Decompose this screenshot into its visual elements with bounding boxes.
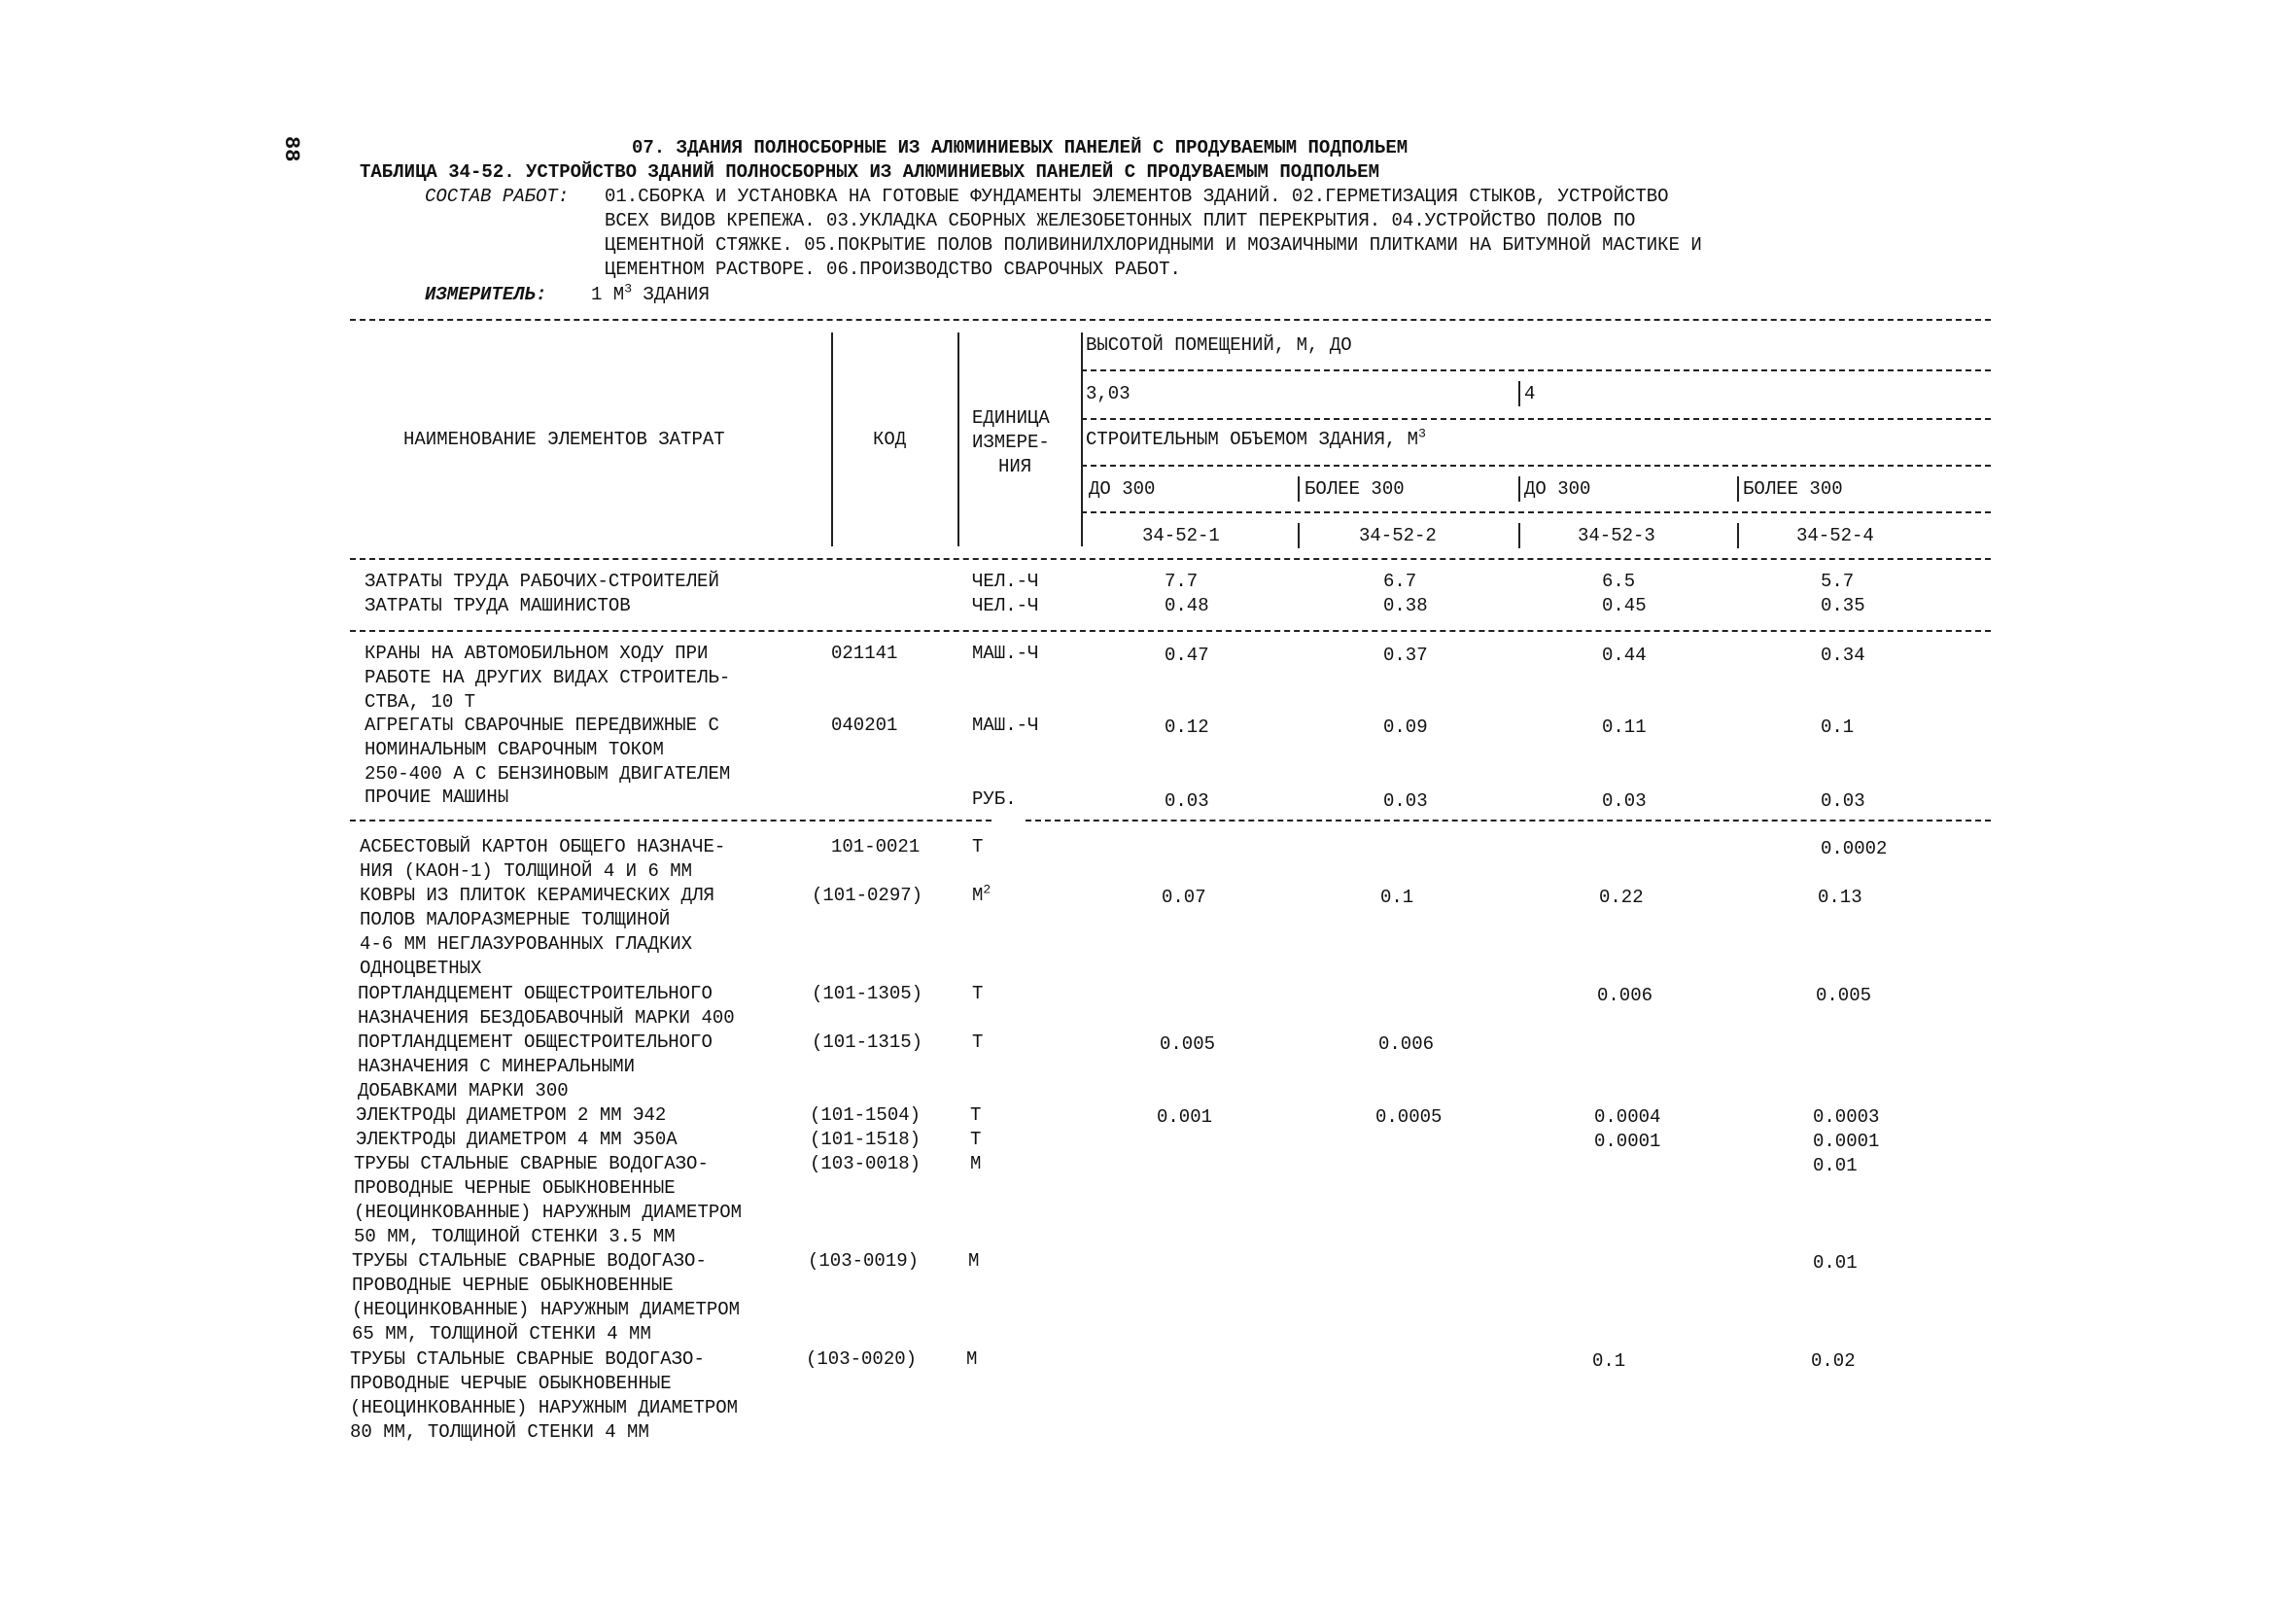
- row-code: (101-1315): [812, 1031, 923, 1053]
- row-value: 7.7: [1165, 571, 1199, 592]
- row-code: (103-0018): [810, 1153, 922, 1174]
- header-rule-3: [1081, 465, 1991, 467]
- header-height-label: ВЫСОТОЙ ПОМЕЩЕНИЙ, М, ДО: [1086, 334, 1352, 356]
- row-value: 0.37: [1383, 645, 1428, 666]
- row-value: 0.13: [1818, 887, 1862, 908]
- row-value: 0.11: [1602, 717, 1647, 738]
- row-unit: $М^2$: [972, 882, 991, 906]
- row-name: ЭЛЕКТРОДЫ ДИАМЕТРОМ 2 ММ Э42: [356, 1104, 667, 1126]
- row-value: 0.47: [1165, 645, 1209, 666]
- header-height-separator: [1518, 381, 1520, 406]
- row-value: 0.006: [1378, 1033, 1435, 1055]
- header-height-1: 3,03: [1086, 383, 1131, 404]
- row-value: 6.5: [1602, 571, 1636, 592]
- section-rule-2b: [1026, 820, 1991, 821]
- header-name-col: НАИМЕНОВАНИЕ ЭЛЕМЕНТОВ ЗАТРАТ: [403, 429, 725, 450]
- works-line-4: ЦЕМЕНТНОМ РАСТВОРЕ. 06.ПРОИЗВОДСТВО СВАРОЧНЫХ РАБОТ.: [605, 259, 1181, 280]
- row-value: 0.005: [1160, 1033, 1216, 1055]
- row-value: 0.03: [1383, 790, 1428, 812]
- works-line-3: ЦЕМЕНТНОЙ СТЯЖКЕ. 05.ПОКРЫТИЕ ПОЛОВ ПОЛИВИНИЛХЛОРИДНЫМИ И МОЗАИЧНЫМИ ПЛИТКАМИ НА БИТУМНОЙ МАСТИКЕ И: [605, 234, 1702, 256]
- row-value: 0.03: [1165, 790, 1209, 812]
- header-bottom-rule: [350, 558, 1991, 560]
- row-name: КРАНЫ НА АВТОМОБИЛЬНОМ ХОДУ ПРИ РАБОТЕ НА ДРУГИХ ВИДАХ СТРОИТЕЛЬ- СТВА, 10 Т: [365, 643, 731, 713]
- row-unit: Т: [970, 1104, 982, 1126]
- row-unit: М: [970, 1153, 982, 1174]
- row-value: 0.006: [1597, 985, 1653, 1006]
- row-value: 0.02: [1811, 1350, 1856, 1372]
- section-rule-1: [350, 630, 1991, 632]
- row-value: 6.7: [1383, 571, 1417, 592]
- row-code: (101-1305): [812, 983, 923, 1004]
- row-unit: Т: [972, 1031, 984, 1053]
- row-code: 021141: [831, 643, 898, 664]
- measure-value: 1 $М^3$ ЗДАНИЯ: [591, 281, 710, 305]
- row-unit: МАШ.-Ч: [972, 715, 1039, 736]
- row-unit: М: [966, 1348, 978, 1370]
- row-code: (101-1504): [810, 1104, 922, 1126]
- row-value: 0.03: [1602, 790, 1647, 812]
- works-line-1: 01.СБОРКА И УСТАНОВКА НА ГОТОВЫЕ ФУНДАМЕНТЫ ЭЛЕМЕНТОВ ЗДАНИЙ. 02.ГЕРМЕТИЗАЦИЯ СТЫКОВ, УСТРОЙСТВО: [605, 186, 1669, 207]
- row-name: ТРУБЫ СТАЛЬНЫЕ СВАРНЫЕ ВОДОГАЗО- ПРОВОДНЫЕ ЧЕРЧЫЕ ОБЫКНОВЕННЫЕ (НЕОЦИНКОВАННЫЕ) НАРУЖНЫМ ДИАМЕТРОМ 80 ММ, ТОЛЩИНОЙ СТЕНКИ 4 ММ: [350, 1348, 739, 1443]
- measure-label: ИЗМЕРИТЕЛЬ:: [425, 284, 547, 305]
- row-value: 0.34: [1821, 645, 1865, 666]
- row-name: АГРЕГАТЫ СВАРОЧНЫЕ ПЕРЕДВИЖНЫЕ С НОМИНАЛЬНЫМ СВАРОЧНЫМ ТОКОМ 250-400 А С БЕНЗИНОВЫМ ДВИГАТЕЛЕМ: [365, 715, 731, 785]
- header-vol-sep-2: [1518, 476, 1520, 502]
- row-value: 0.1: [1380, 887, 1414, 908]
- header-vol-a: ДО 300: [1089, 478, 1156, 500]
- row-value: 0.07: [1162, 887, 1206, 908]
- header-unit-col-3: НИЯ: [998, 456, 1032, 477]
- row-value: 0.0005: [1375, 1106, 1443, 1128]
- header-code-col: КОД: [873, 429, 907, 450]
- row-name: ЭЛЕКТРОДЫ ДИАМЕТРОМ 4 ММ Э50А: [356, 1129, 678, 1150]
- section-title: 07. ЗДАНИЯ ПОЛНОСБОРНЫЕ ИЗ АЛЮМИНИЕВЫХ ПАНЕЛЕЙ С ПРОДУВАЕМЫМ ПОДПОЛЬЕМ: [632, 137, 1409, 158]
- header-rule-4: [1081, 511, 1991, 513]
- row-value: 0.38: [1383, 595, 1428, 616]
- row-name: ЗАТРАТЫ ТРУДА РАБОЧИХ-СТРОИТЕЛЕЙ: [365, 571, 719, 592]
- row-value: 0.001: [1157, 1106, 1213, 1128]
- row-value: 0.22: [1599, 887, 1644, 908]
- row-name: ПОРТЛАНДЦЕМЕНТ ОБЩЕСТРОИТЕЛЬНОГО НАЗНАЧЕНИЯ С МИНЕРАЛЬНЫМИ ДОБАВКАМИ МАРКИ 300: [358, 1031, 713, 1101]
- row-code: (101-1518): [810, 1129, 922, 1150]
- works-label: СОСТАВ РАБОТ:: [425, 186, 570, 207]
- row-name: АСБЕСТОВЫЙ КАРТОН ОБЩЕГО НАЗНАЧЕ- НИЯ (КАОН-1) ТОЛЩИНОЙ 4 И 6 ММ: [360, 836, 726, 882]
- row-unit: Т: [970, 1129, 982, 1150]
- row-value: 0.0004: [1594, 1106, 1661, 1128]
- header-code-sep-3: [1737, 523, 1739, 548]
- header-volume-label: СТРОИТЕЛЬНЫМ ОБЪЕМОМ ЗДАНИЯ, $М^3$: [1086, 426, 1426, 450]
- row-unit: ЧЕЛ.-Ч: [972, 595, 1039, 616]
- row-name: ЗАТРАТЫ ТРУДА МАШИНИСТОВ: [365, 595, 631, 616]
- row-value: 0.01: [1813, 1155, 1858, 1176]
- header-code-2: 34-52-2: [1359, 525, 1437, 546]
- table-top-rule: [350, 319, 1991, 321]
- row-name: ТРУБЫ СТАЛЬНЫЕ СВАРНЫЕ ВОДОГАЗО- ПРОВОДНЫЕ ЧЕРНЫЕ ОБЫКНОВЕННЫЕ (НЕОЦИНКОВАННЫЕ) НАРУЖНЫМ ДИАМЕТРОМ 50 ММ, ТОЛЩИНОЙ СТЕНКИ 3.5 ММ: [354, 1153, 743, 1247]
- row-name: ПРОЧИЕ МАШИНЫ: [365, 787, 509, 808]
- row-value: 5.7: [1821, 571, 1855, 592]
- row-value: 0.01: [1813, 1252, 1858, 1274]
- header-vol-sep-1: [1298, 476, 1300, 502]
- row-name: ПОРТЛАНДЦЕМЕНТ ОБЩЕСТРОИТЕЛЬНОГО НАЗНАЧЕНИЯ БЕЗДОБАВОЧНЫЙ МАРКИ 400: [358, 983, 735, 1029]
- header-separator-1: [831, 332, 833, 546]
- works-line-2: ВСЕХ ВИДОВ КРЕПЕЖА. 03.УКЛАДКА СБОРНЫХ ЖЕЛЕЗОБЕТОННЫХ ПЛИТ ПЕРЕКРЫТИЯ. 04.УСТРОЙСТВО ПОЛОВ ПО: [605, 210, 1636, 231]
- row-value: 0.45: [1602, 595, 1647, 616]
- row-value: 0.1: [1821, 717, 1855, 738]
- header-unit-col-1: ЕДИНИЦА: [972, 407, 1050, 429]
- header-code-1: 34-52-1: [1142, 525, 1220, 546]
- header-unit-col-2: ИЗМЕРЕ-: [972, 432, 1050, 453]
- header-height-2: 4: [1524, 383, 1536, 404]
- row-value: 0.12: [1165, 717, 1209, 738]
- row-value: 0.005: [1816, 985, 1872, 1006]
- header-code-3: 34-52-3: [1578, 525, 1655, 546]
- row-value: 0.1: [1592, 1350, 1626, 1372]
- section-rule-2a: [350, 820, 991, 821]
- row-code: 040201: [831, 715, 898, 736]
- row-unit: Т: [972, 983, 984, 1004]
- row-value: 0.03: [1821, 790, 1865, 812]
- row-value: 0.0003: [1813, 1106, 1880, 1128]
- header-separator-3: [1081, 332, 1083, 546]
- row-unit: РУБ.: [972, 788, 1017, 810]
- header-vol-sep-3: [1737, 476, 1739, 502]
- table-title: ТАБЛИЦА 34-52. УСТРОЙСТВО ЗДАНИЙ ПОЛНОСБОРНЫХ ИЗ АЛЮМИНИЕВЫХ ПАНЕЛЕЙ С ПРОДУВАЕМЫМ ПОДПОЛЬЕМ: [360, 161, 1379, 183]
- row-value: 0.44: [1602, 645, 1647, 666]
- row-code: (103-0019): [808, 1250, 920, 1272]
- row-unit: М: [968, 1250, 980, 1272]
- row-value: 0.48: [1165, 595, 1209, 616]
- row-code: (103-0020): [806, 1348, 918, 1370]
- row-value: 0.0002: [1821, 838, 1888, 859]
- row-unit: ЧЕЛ.-Ч: [972, 571, 1039, 592]
- header-code-sep-1: [1298, 523, 1300, 548]
- row-code: 101-0021: [831, 836, 921, 857]
- row-unit: МАШ.-Ч: [972, 643, 1039, 664]
- row-name: ТРУБЫ СТАЛЬНЫЕ СВАРНЫЕ ВОДОГАЗО- ПРОВОДНЫЕ ЧЕРНЫЕ ОБЫКНОВЕННЫЕ (НЕОЦИНКОВАННЫЕ) НАРУЖНЫМ ДИАМЕТРОМ 65 ММ, ТОЛЩИНОЙ СТЕНКИ 4 ММ: [352, 1250, 741, 1345]
- header-vol-b: БОЛЕЕ 300: [1305, 478, 1405, 500]
- header-code-4: 34-52-4: [1796, 525, 1874, 546]
- header-separator-2: [957, 332, 959, 546]
- row-code: (101-0297): [812, 885, 923, 906]
- row-value: 0.09: [1383, 717, 1428, 738]
- row-value: 0.35: [1821, 595, 1865, 616]
- row-unit: Т: [972, 836, 984, 857]
- header-rule-2: [1081, 418, 1991, 420]
- row-name: КОВРЫ ИЗ ПЛИТОК КЕРАМИЧЕСКИХ ДЛЯ ПОЛОВ МАЛОРАЗМЕРНЫЕ ТОЛЩИНОЙ 4-6 ММ НЕГЛАЗУРОВАННЫХ ГЛАДКИХ ОДНОЦВЕТНЫХ: [360, 885, 714, 979]
- row-value: 0.0001: [1594, 1131, 1661, 1152]
- row-value: 0.0001: [1813, 1131, 1880, 1152]
- page-number: 88: [279, 136, 303, 162]
- header-vol-c: ДО 300: [1524, 478, 1591, 500]
- header-vol-d: БОЛЕЕ 300: [1743, 478, 1843, 500]
- header-code-sep-2: [1518, 523, 1520, 548]
- header-rule-1: [1081, 369, 1991, 371]
